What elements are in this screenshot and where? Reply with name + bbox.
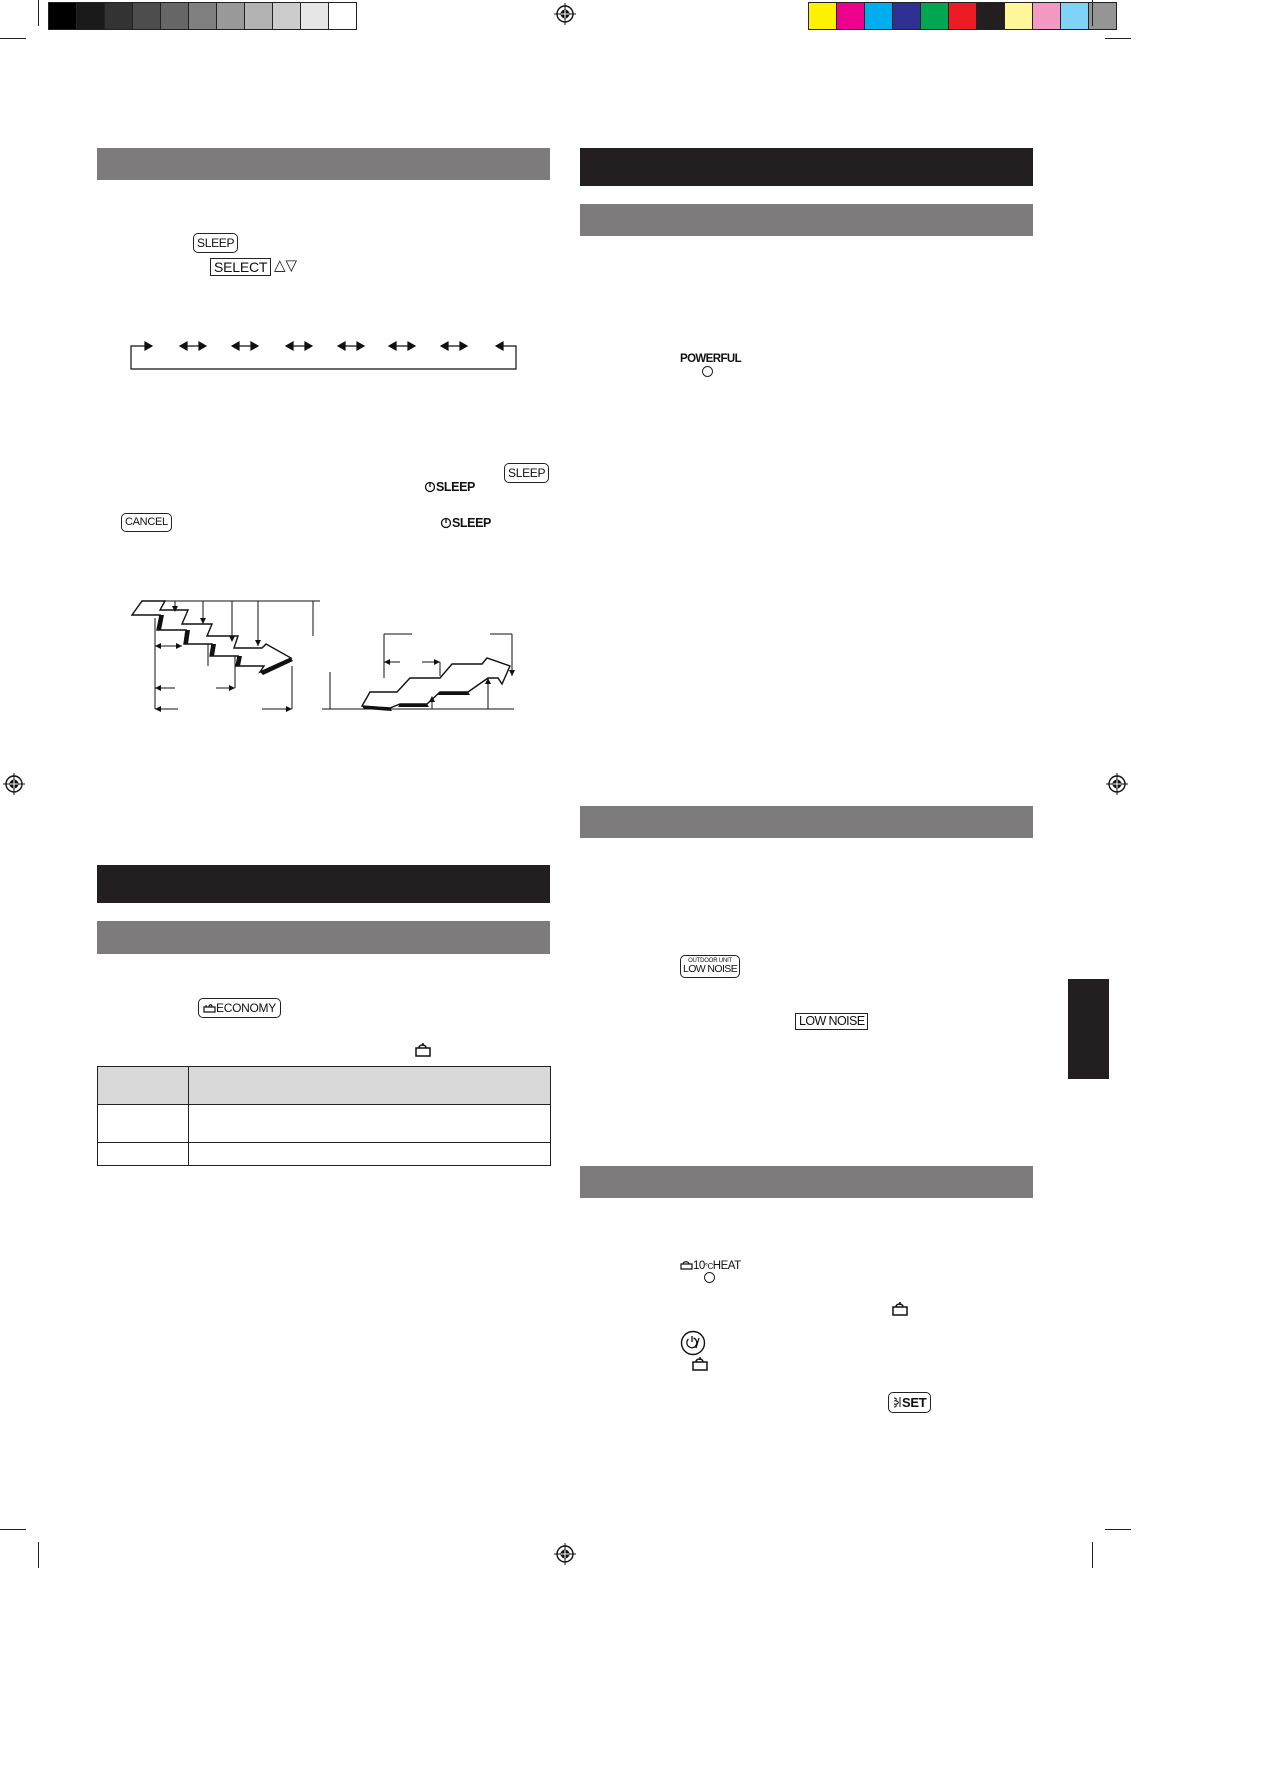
set-button <box>888 1392 931 1413</box>
heat-10-button-label <box>680 1259 741 1272</box>
table-row <box>98 1067 551 1105</box>
section-header-bar <box>580 806 1033 838</box>
economy-icon <box>892 1300 908 1316</box>
crop-mark <box>0 38 26 39</box>
section-header-bar <box>97 921 550 954</box>
crop-mark <box>38 1542 39 1568</box>
table-cell <box>189 1105 551 1143</box>
swatch <box>329 3 356 29</box>
sleep-button: SLEEP <box>193 233 238 253</box>
swatch <box>133 3 161 29</box>
swatch <box>301 3 329 29</box>
registration-mark-icon <box>554 1543 576 1565</box>
heat-10-button <box>704 1272 715 1283</box>
select-button: SELECT <box>210 258 271 276</box>
cooling-sleep-staircase-diagram <box>130 596 325 714</box>
heat-label: HEAT <box>712 1260 741 1272</box>
powerful-button-label: POWERFUL <box>680 353 741 365</box>
outdoor-unit-low-noise-button <box>680 955 740 978</box>
heating-sleep-staircase-diagram <box>322 626 520 716</box>
sleep-display-label: SLEEP <box>436 480 475 494</box>
grayscale-swatch-bar <box>48 2 357 30</box>
timer-icon <box>424 481 436 493</box>
crop-mark <box>1105 38 1131 39</box>
economy-icon <box>203 1002 216 1013</box>
sleep-timer-cycle-diagram <box>126 336 524 372</box>
table-cell <box>189 1143 551 1166</box>
economy-icon <box>692 1355 708 1371</box>
swatch <box>1089 3 1116 29</box>
heat-degree-unit: °C <box>704 1262 713 1271</box>
swatch <box>921 3 949 29</box>
swatch <box>1033 3 1061 29</box>
table-header-cell <box>98 1067 189 1105</box>
registration-mark-icon <box>554 3 576 25</box>
power-button-icon <box>680 1330 706 1356</box>
crop-mark <box>1092 0 1093 26</box>
timer-icon <box>440 517 452 529</box>
crop-mark <box>38 0 39 26</box>
swatch <box>977 3 1005 29</box>
swatch <box>189 3 217 29</box>
table-row <box>98 1105 551 1143</box>
section-header-bar <box>580 204 1033 236</box>
cancel-button: CANCEL <box>121 513 172 532</box>
swatch <box>77 3 105 29</box>
crop-mark <box>1105 1529 1131 1530</box>
swatch <box>809 3 837 29</box>
swatch <box>161 3 189 29</box>
table-cell <box>98 1143 189 1166</box>
economy-icon <box>680 1259 693 1270</box>
swatch <box>837 3 865 29</box>
swatch <box>273 3 301 29</box>
economy-table <box>97 1066 551 1166</box>
fan-icon <box>893 1396 902 1408</box>
swatch <box>1005 3 1033 29</box>
swatch <box>893 3 921 29</box>
swatch <box>245 3 273 29</box>
registration-mark-icon <box>3 773 25 795</box>
table-header-cell <box>189 1067 551 1105</box>
economy-icon <box>415 1041 431 1057</box>
swatch <box>865 3 893 29</box>
section-header-bar <box>97 148 550 180</box>
swatch <box>217 3 245 29</box>
economy-button-label: ECONOMY <box>216 1001 276 1015</box>
chapter-side-tab <box>1068 979 1109 1079</box>
table-cell <box>98 1105 189 1143</box>
swatch <box>949 3 977 29</box>
swatch <box>1061 3 1089 29</box>
economy-button <box>198 998 281 1018</box>
outdoor-unit-label: OUTDOOR UNIT <box>688 958 733 964</box>
crop-mark <box>1092 1542 1093 1568</box>
set-button-label: SET <box>902 1395 927 1410</box>
process-swatch-bar <box>808 2 1117 30</box>
sleep-display-label: SLEEP <box>452 516 491 530</box>
swatch <box>105 3 133 29</box>
heat-10-value: 10 <box>693 1260 705 1272</box>
swatch <box>49 3 77 29</box>
select-arrows-icon: △▽ <box>274 257 298 274</box>
powerful-button <box>702 366 713 377</box>
crop-mark <box>0 1529 26 1530</box>
low-noise-display: LOW NOISE <box>795 1013 868 1030</box>
chapter-header-bar <box>580 148 1033 186</box>
registration-mark-icon <box>1106 773 1128 795</box>
sleep-button: SLEEP <box>504 463 549 483</box>
low-noise-label: LOW NOISE <box>683 963 738 975</box>
table-row <box>98 1143 551 1166</box>
chapter-header-bar <box>97 865 550 903</box>
section-header-bar <box>580 1166 1033 1198</box>
